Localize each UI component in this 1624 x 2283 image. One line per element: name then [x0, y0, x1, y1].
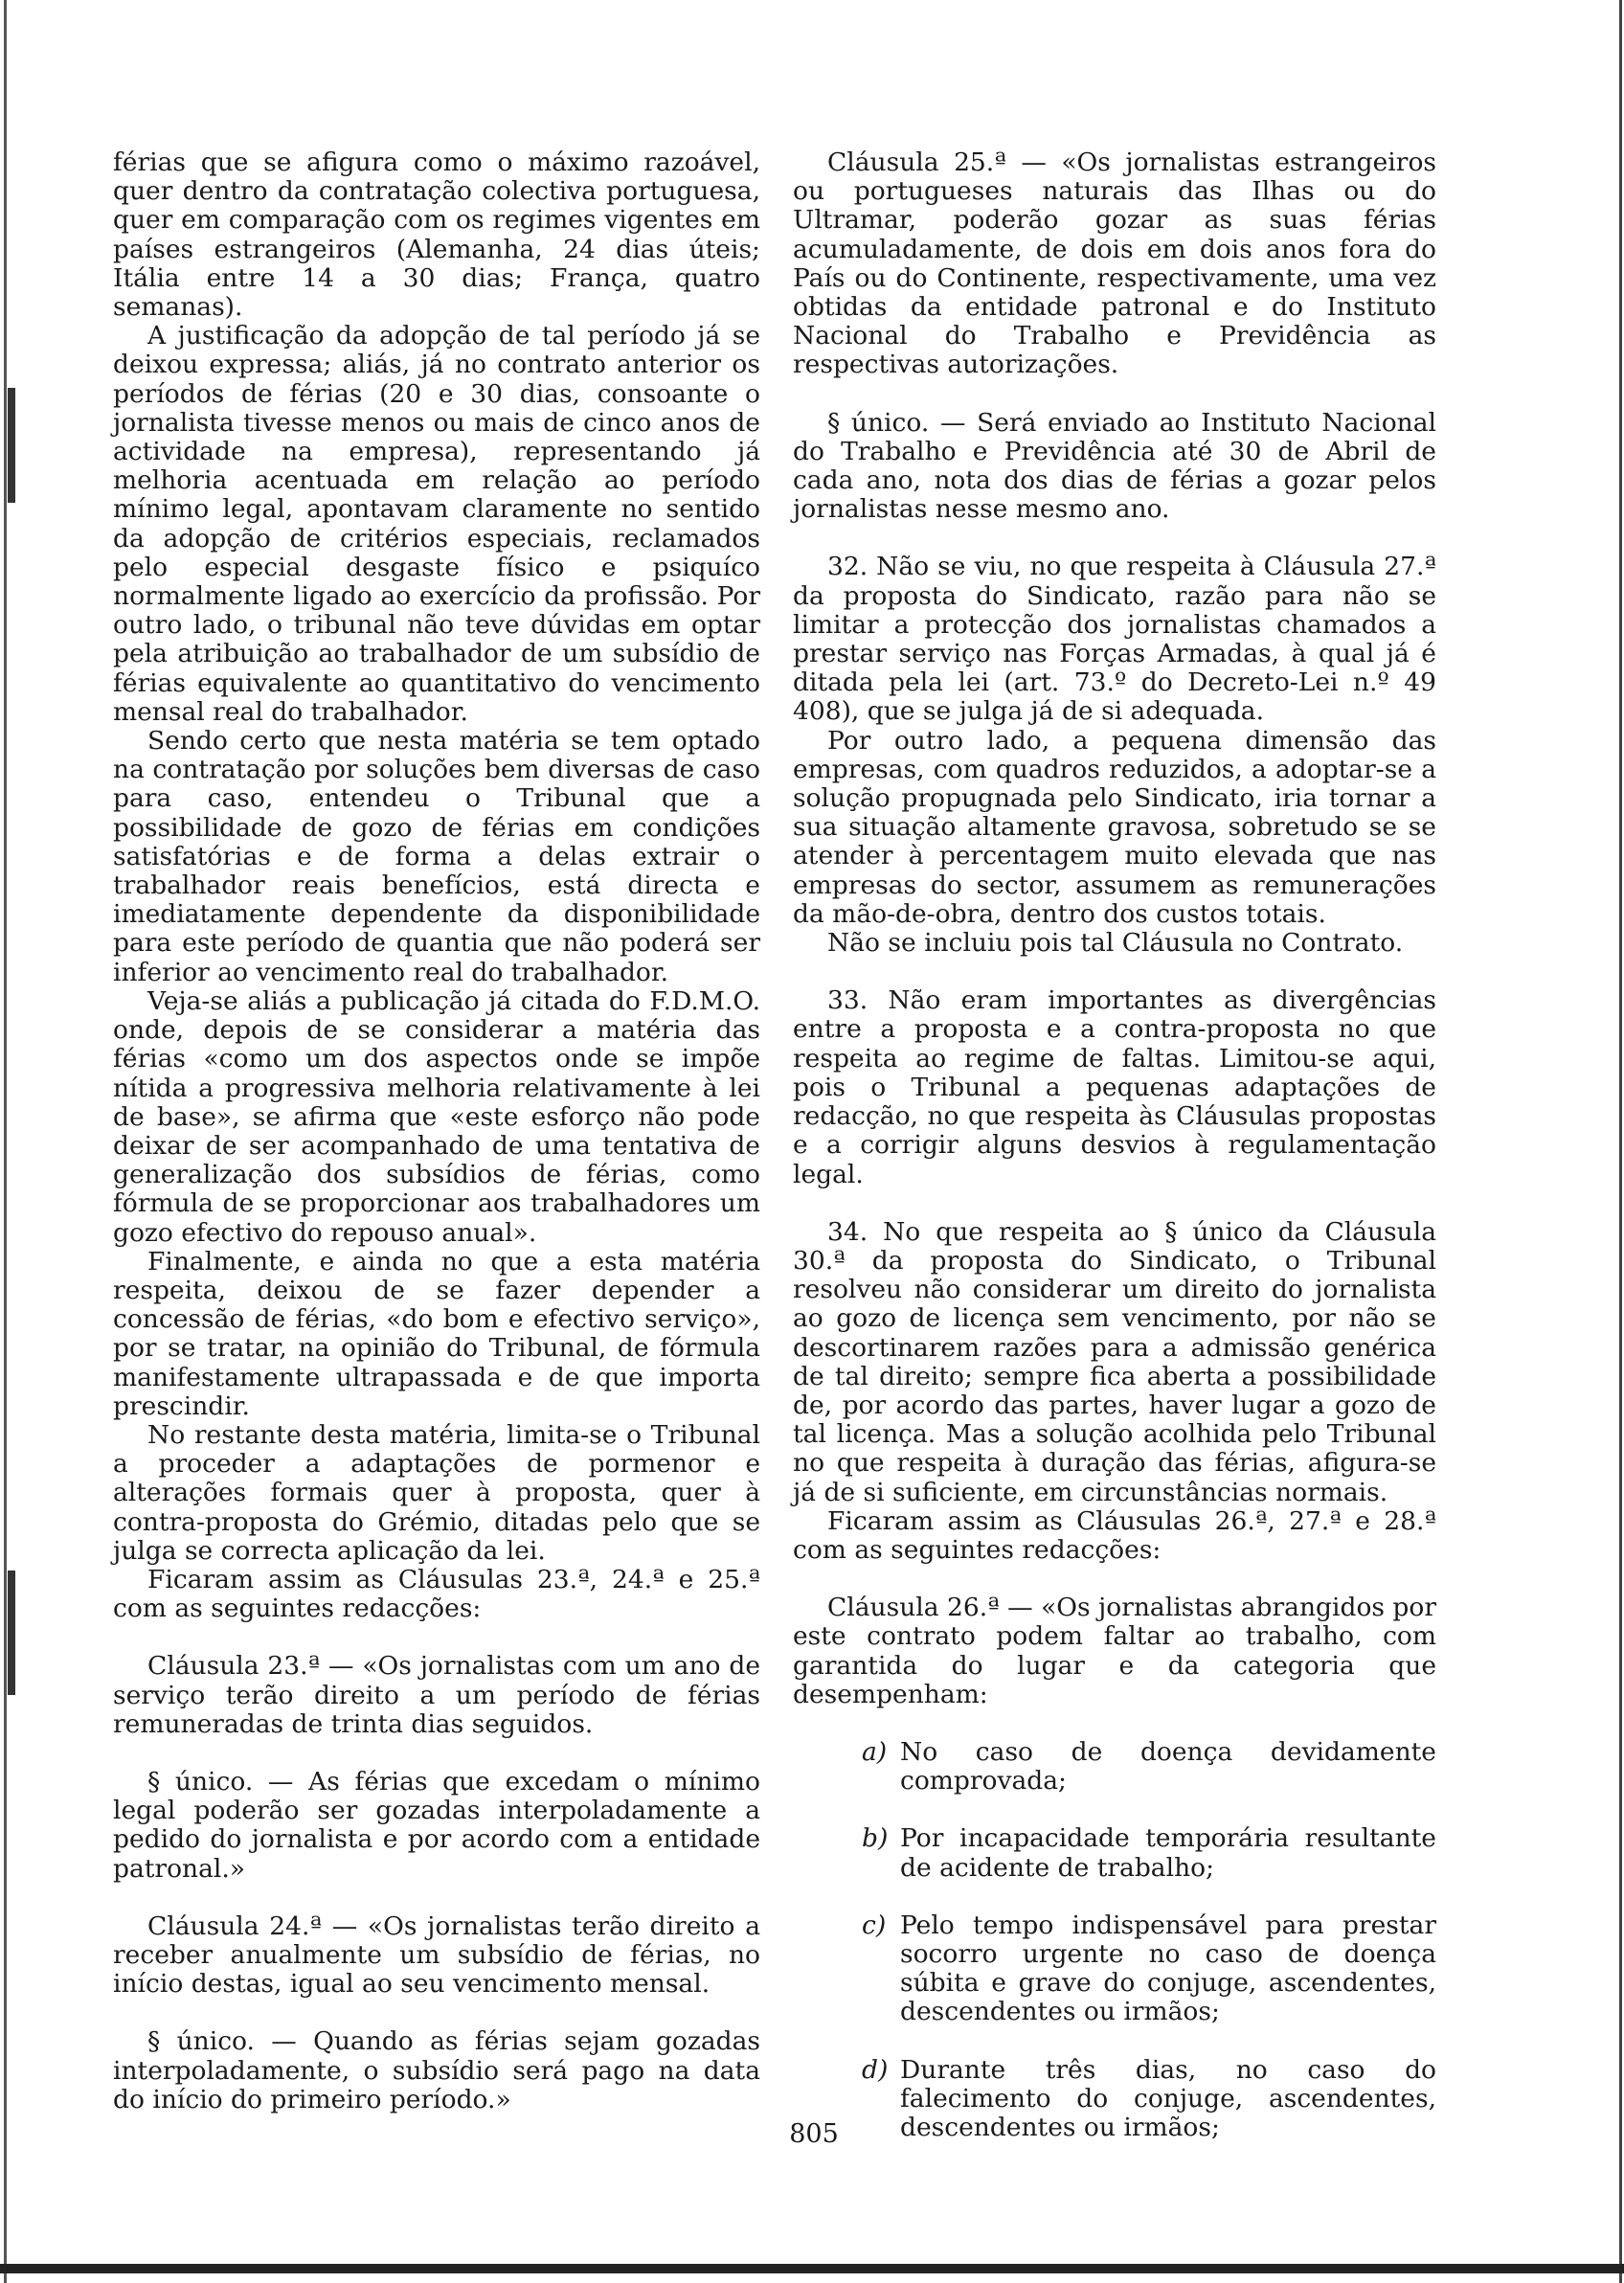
clause-24-sole-paragraph: § único. — Quando as férias sejam gozadas interpoladamente, o subsídio será pago na data do início do primeiro período.» — [113, 2026, 760, 2114]
scan-border-bottom — [0, 2264, 1624, 2273]
clause-26: Cláusula 26.ª — «Os jornalistas abrangidos por este contrato podem faltar ao trabalho, com garantida do lugar e da categoria que desempenham: — [793, 1593, 1437, 1709]
section-32-paragraph: 32. Não se viu, no que respeita à Cláusula 27.ª da proposta do Sindicato, razão para não se limitar a protecção dos jornalistas chamados a prestar serviço nas Forças Armadas, à qual já é ditada pela lei (art. 73.º do Decreto-Lei n.º 49 408), que se julga já de si adequada. — [793, 552, 1436, 727]
paragraph: férias que se afigura como o máximo razoável, quer dentro da contratação colectiva portuguesa, quer em comparação com os regimes vigentes em países estrangeiros (Alemanha, 24 dias úteis; Itália entre 14 a 30 dias; França, quatro semanas). — [113, 147, 760, 323]
paragraph: No restante desta matéria, limita-se o Tribunal a proceder a adaptações de pormenor e alterações formais quer à proposta, quer à contra-proposta do Grémio, ditadas pelo que se julga se correcta aplicação da lei. — [113, 1419, 760, 1566]
section-34-paragraph: 34. No que respeita ao § único da Cláusula 30.ª da proposta do Sindicato, o Tribunal resolveu não considerar um direito do jornalista ao gozo de licença sem vencimento, por não se descortinarem razões para a admissão genérica de tal direito; sempre fica aberta a possibilidade de, por acordo das partes, haver lugar a gozo de tal licença. Mas a solução acolhida pelo Tribunal no que respeita à duração das férias, afigura-se já de si suficiente, em circunstâncias normais. — [793, 1216, 1436, 1507]
clause-26-item-c — [862, 1911, 1436, 2027]
paragraph: Ficaram assim as Cláusulas 23.ª, 24.ª e 25.ª com as seguintes redacções: — [113, 1564, 760, 1624]
section-33-paragraph: 33. Não eram importantes as divergências entre a proposta e a contra-proposta no que respeita ao regime de faltas. Limitou-se aqui, pois o Tribunal a pequenas adaptações de redacção, no que respeita às Cláusulas propostas e a corrigir alguns desvios à regulamentação legal. — [793, 985, 1436, 1189]
list-item-letter: c) — [862, 1910, 887, 1940]
clause-26-item-b — [862, 1824, 1436, 1882]
paragraph: A justificação da adopção de tal período já se deixou expressa; aliás, já no contrato anterior os períodos de férias (20 e 30 dias, consoante o jornalista tivesse menos ou mais de cinco anos de actividade na empresa), representando já melhoria acentuada em relação ao período mínimo legal, apontavam claramente no sentido da adopção de critérios especiais, reclamados pelo especial desgaste físico e psiquíco normalmente ligado ao exercício da profissão. Por outro lado, o tribunal não teve dúvidas em optar pela atribuição ao trabalhador de um subsídio de férias equivalente ao quantitativo do vencimento mensal real do trabalhador. — [113, 321, 760, 727]
list-item-letter: d) — [862, 2054, 889, 2085]
list-item-text: Pelo tempo indispensável para prestar socorro urgente no caso de doença súbita e grave do conjuge, ascendentes, descendentes ou irmãos; — [900, 1910, 1436, 2027]
list-item-letter: a) — [862, 1736, 888, 1767]
scan-mark — [8, 388, 15, 503]
scan-border-right — [1619, 0, 1622, 2283]
page-number: 805 — [789, 2119, 839, 2149]
clause-25: Cláusula 25.ª — «Os jornalistas estrangeiros ou portugueses naturais das Ilhas ou do Ultramar, poderão gozar as suas férias acumuladamente, de dois em dois anos fora do País ou do Continente, respectivamente, uma vez obtidas da entidade patronal e do Instituto Nacional do Trabalho e Previdência as respectivas autorizações. — [793, 147, 1436, 380]
list-item-text: Durante três dias, no caso do falecimento do conjuge, ascendentes, descendentes ou irmãos; — [900, 2054, 1436, 2142]
list-item-text: Por incapacidade temporária resultante de acidente de trabalho; — [900, 1823, 1436, 1883]
clause-26-item-a — [862, 1738, 1436, 1796]
clause-26-item-d — [862, 2056, 1436, 2143]
clause-25-sole-paragraph: § único. — Será enviado ao Instituto Nacional do Trabalho e Previdência até 30 de Abril de cada ano, nota dos dias de férias a gozar pelos jornalistas nesse mesmo ano. — [793, 407, 1436, 525]
paragraph: Finalmente, e ainda no que a esta matéria respeita, deixou de se fazer depender a concessão de férias, «do bom e efectivo serviço», por se tratar, na opinião do Tribunal, de fórmula manifestamente ultrapassada e de que importa prescindir. — [113, 1246, 760, 1421]
left-column — [113, 148, 760, 2114]
list-item-letter: b) — [862, 1823, 889, 1854]
paragraph: Veja-se aliás a publicação já citada do F.D.M.O. onde, depois de se considerar a matéria das férias «como um dos aspectos onde se impõe nítida a progressiva melhoria relativamente à lei de base», se afirma que «este esforço não pode deixar de ser acompanhado de uma tentativa de generalização dos subsídios de férias, como fórmula de se proporcionar aos trabalhadores um gozo efectivo do repouso anual». — [113, 985, 760, 1248]
list-item-text: No caso de doença devidamente comprovada; — [900, 1736, 1436, 1797]
section-32-paragraph: Não se incluiu pois tal Cláusula no Contrato. — [827, 928, 1404, 959]
right-column — [793, 148, 1436, 2142]
section-34-paragraph: Ficaram assim as Cláusulas 26.ª, 27.ª e 28.ª com as seguintes redacções: — [793, 1505, 1436, 1565]
scan-border-left — [4, 0, 7, 2283]
scan-mark — [8, 1571, 15, 1695]
clause-23: Cláusula 23.ª — «Os jornalistas com um ano de serviço terão direito a um período de férias remuneradas de trinta dias seguidos. — [113, 1651, 760, 1739]
clause-24: Cláusula 24.ª — «Os jornalistas terão direito a receber anualmente um subsídio de férias, no início destas, igual ao seu vencimento mensal. — [113, 1910, 760, 2000]
clause-23-sole-paragraph: § único. — As férias que excedam o mínimo legal poderão ser gozadas interpoladamente a pedido do jornalista e por acordo com a entidade patronal.» — [113, 1766, 760, 1884]
paragraph: Sendo certo que nesta matéria se tem optado na contratação por soluções bem diversas de caso para caso, entendeu o Tribunal que a possibilidade de gozo de férias em condições satisfatórias e de forma a delas extrair o trabalhador reais benefícios, está directa e imediatamente dependente da disponibilidade para este período de quantia que não poderá ser inferior ao vencimento real do trabalhador. — [113, 726, 760, 987]
section-32-paragraph: Por outro lado, a pequena dimensão das empresas, com quadros reduzidos, a adoptar-se a solução propugnada pelo Sindicato, iria tornar a sua situação altamente gravosa, sobretudo se se atender à percentagem muito elevada que nas empresas do sector, assumem as remunerações da mão-de-obra, dentro dos custos totais. — [793, 725, 1436, 929]
